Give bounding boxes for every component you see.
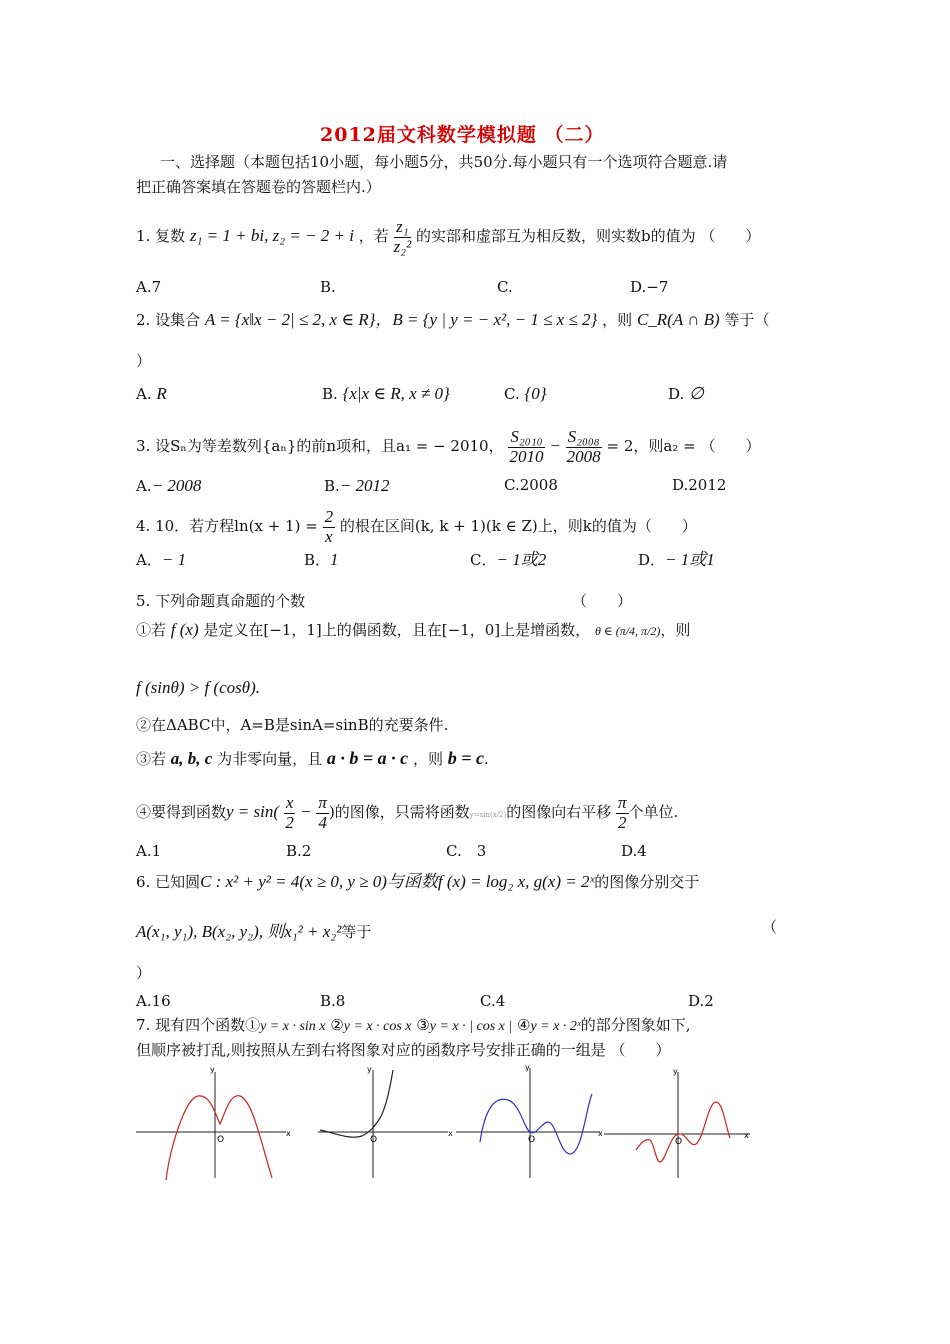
q7-func-2: y = x · cos x: [343, 1019, 412, 1034]
q5-option-a: A.1: [136, 842, 162, 860]
q6-option-d: D.2: [688, 992, 714, 1010]
graph-2-curve: [320, 1070, 393, 1137]
q3-option-b-label: B.: [324, 477, 340, 495]
q5-s4-minus: −: [300, 802, 312, 822]
q6-tail: 的图像分别交于: [594, 873, 700, 891]
q2-option-c: [504, 384, 547, 404]
q3-option-c: C.2008: [504, 476, 558, 494]
q1-frac-den: z₂²: [393, 236, 412, 256]
section-header-line2: 把正确答案填在答题卷的答题栏内.）: [136, 178, 381, 196]
q5-s1-f: f (x): [170, 620, 199, 639]
q5-lead: 5. 下列命题真命题的个数: [136, 592, 306, 610]
q4-lead: 4. 10．若方程ln(x + 1) =: [136, 517, 318, 536]
q1-frac-num: z₁: [394, 218, 412, 238]
q2-option-b-label: B.: [322, 385, 338, 403]
q3-option-a-label: A.: [136, 477, 152, 495]
q1-tail: 的实部和虚部互为相反数，则实数b的值为 （ ）: [415, 227, 761, 246]
graph-3-y-label: y: [525, 1063, 530, 1072]
q3-option-b-value: − 2012: [339, 476, 390, 495]
q5-s3-a: ③若: [136, 750, 167, 768]
q4-option-c: [470, 550, 546, 570]
q6-points: A(x₁, y₁), B(x₂, y₂), 则x₁² + x₂²: [136, 922, 342, 941]
q4-option-c-label: C．: [470, 551, 497, 569]
q5-s3-b: a, b, c: [170, 749, 213, 768]
q7-func-1: y = x · sin x: [260, 1019, 326, 1034]
q5-s4-a: ④要得到函数: [136, 803, 227, 822]
q2-stem: [136, 310, 770, 330]
q4-option-b-value: 1: [330, 550, 339, 569]
q5-s4-frac2-num: π: [318, 793, 327, 812]
q3-frac1-den: 2010: [509, 446, 544, 466]
graph-2: [318, 1065, 453, 1178]
q2-option-c-label: C.: [504, 385, 520, 403]
q5-s1-b: 是定义在[−1，1]上的偶函数，且在[−1，0]上是增函数，: [203, 621, 591, 639]
q6-stem: [136, 872, 699, 892]
q2-set-b: ，B = {y | y = − x², − 1 ≤ x ≤ 2}: [375, 310, 598, 329]
q5-option-d: D.4: [621, 842, 647, 860]
q1-fraction: [394, 218, 412, 256]
q1-option-a: A.7: [136, 278, 162, 296]
graph-1-y-label: y: [210, 1065, 215, 1074]
graph-1-x-label: x: [286, 1129, 291, 1138]
q5-s4-e: 的图像向右平移: [506, 803, 612, 822]
q7-tail: 的部分图象如下,: [580, 1016, 691, 1034]
q2-option-b-value: {x|x ∈ R, x ≠ 0}: [342, 384, 450, 403]
q6-option-a: A.16: [136, 992, 171, 1010]
q1-formula: z₁ = 1 + bi, z₂ = − 2 + i: [189, 226, 354, 246]
q5-s4-frac2-den: 4: [318, 812, 327, 832]
q4-fraction: [323, 508, 336, 546]
graph-4-origin-label: O: [675, 1137, 683, 1147]
q5-s4-frac1-den: 2: [285, 812, 294, 832]
graph-3-origin-label: O: [528, 1135, 536, 1145]
graph-4-x-label: x: [744, 1131, 749, 1140]
q5-s4-frac-2: [316, 794, 329, 832]
graph-2-y-label: y: [367, 1065, 372, 1074]
q3-frac1-num: S₂₀₁₀: [510, 427, 543, 446]
q6-paren-close: ）: [136, 964, 152, 982]
page-title: 2012届文科数学模拟题 （二）: [320, 124, 605, 146]
q3-option-a: [136, 476, 201, 496]
q7-circle-3: ③: [416, 1016, 430, 1034]
q1-if: ，若: [358, 227, 389, 246]
q5-s4-frac3-den: 2: [618, 812, 627, 832]
q1-stem: [136, 218, 760, 256]
q2-option-d-value: ∅: [689, 384, 704, 403]
q2-set-a: A = {x‖x − 2| ≤ 2, x ∈ R}: [204, 310, 376, 329]
q4-frac-num: 2: [324, 507, 334, 526]
q5-s3-f: b = c: [447, 748, 484, 768]
q5-statement-2: ②在ΔABC中，A=B是sinA=sinB的充要条件.: [136, 716, 449, 734]
q6-option-c: C.4: [480, 992, 506, 1010]
q4-option-c-value: − 1或2: [496, 550, 547, 569]
q5-s4-b: y = sin(: [226, 802, 280, 822]
q5-s4-frac-1: [284, 794, 296, 832]
q6-paren-open: （: [762, 918, 778, 936]
graph-3-x-label: x: [598, 1129, 603, 1138]
q5-s4-d: y=sin(x/2): [469, 811, 507, 820]
q5-s4-frac3-num: π: [618, 793, 627, 812]
q5-s1-d: ，则: [660, 621, 691, 639]
q5-s4-frac1-num: x: [285, 793, 294, 812]
q7-stem-line-1: [136, 1016, 691, 1036]
q2-option-b: [322, 384, 450, 404]
q3-tail: = 2，则a₂ = （ ）: [606, 437, 761, 456]
q5-s4-g: 个单位.: [628, 803, 679, 822]
graph-2-x-label: x: [448, 1129, 453, 1138]
q2-tail: 等于（: [724, 311, 770, 329]
q5-s4-frac-3: [616, 794, 629, 832]
q2-option-a: [136, 384, 167, 404]
q3-frac2-den: 2008: [566, 446, 601, 466]
q3-stem: [136, 428, 760, 466]
q7-graph-panel: [130, 1058, 760, 1193]
q4-option-b: [304, 550, 339, 570]
q2-option-d-label: D.: [668, 385, 685, 403]
graph-3: [456, 1063, 603, 1178]
q3-frac2-num: S₂₀₀₈: [567, 427, 600, 446]
q2-option-d: [668, 384, 704, 404]
q4-option-d-label: D．: [638, 551, 666, 569]
q7-circle-4: ④: [517, 1016, 531, 1034]
q6-option-b: B.8: [320, 992, 346, 1010]
q5-s4-c: )的图像，只需将函数: [328, 803, 470, 822]
q4-tail: 的根在区间(k, k + 1)(k ∈ Z)上，则k的值为（ ）: [339, 517, 697, 536]
q6-lead: 6. 已知圆: [136, 873, 201, 891]
q4-option-b-label: B．: [304, 551, 331, 569]
q4-option-a-label: A．: [136, 551, 162, 569]
q5-statement-1: [136, 620, 690, 640]
q3-fraction-1: [508, 428, 544, 466]
q1-lead: 1. 复数: [136, 227, 186, 246]
q2-option-c-value: {0}: [524, 384, 547, 403]
q5-s1-a: ①若: [136, 621, 167, 639]
q4-stem: [136, 508, 697, 546]
q7-lead: 7. 现有四个函数①: [136, 1016, 261, 1034]
q3-text: 3. 设Sₙ为等差数列{aₙ}的前n项和，且a₁ = − 2010，: [136, 437, 504, 456]
q5-option-c: C. 3: [446, 842, 487, 860]
q5-statement-4: [136, 794, 678, 832]
q2-option-a-label: A.: [136, 385, 152, 403]
graph-4: [604, 1067, 750, 1178]
q2-then: ，则: [602, 311, 633, 329]
q2-option-a-value: R: [156, 384, 167, 403]
q6-line-2: [136, 922, 371, 942]
q5-s1-c: θ ∈ (π/4, π/2): [594, 624, 661, 638]
q3-fraction-2: [566, 428, 602, 466]
q3-option-a-value: − 2008: [151, 476, 202, 495]
q5-s3-d: a · b = a · c: [326, 748, 409, 768]
section-header-line1: 一、选择题（本题包括10小题，每小题5分，共50分.每小题只有一个选项符合题意.请: [160, 153, 728, 171]
q5-s3-c: 为非零向量，且: [217, 750, 323, 768]
q1-option-c: C.: [497, 278, 513, 296]
q5-option-b: B.2: [286, 842, 312, 860]
graph-4-curve: [636, 1102, 730, 1162]
graph-2-origin-label: O: [370, 1135, 378, 1145]
q3-option-d: D.2012: [672, 476, 727, 494]
q7-func-4: y = x · 2ˣ: [530, 1019, 581, 1034]
graph-1: [136, 1065, 291, 1180]
q3-minus: −: [549, 436, 561, 456]
q5-statement-3: [136, 748, 489, 770]
graph-4-y-label: y: [673, 1067, 678, 1076]
q4-option-d-value: − 1或1: [665, 550, 715, 569]
q4-option-a-value: − 1: [161, 550, 187, 569]
q5-s1-e: f (sinθ) > f (cosθ).: [136, 678, 261, 697]
q2-complement: C_R(A ∩ B): [636, 310, 720, 329]
q3-option-b: [324, 476, 390, 496]
q5-paren: （ ）: [572, 592, 633, 610]
q2-lead: 2. 设集合: [136, 311, 201, 329]
q7-stem-line-2: 但顺序被打乱,则按照从左到右将图象对应的函数序号安排正确的一组是 （ ）: [136, 1041, 671, 1059]
q4-frac-den: x: [325, 526, 333, 546]
q4-option-a: [136, 550, 186, 570]
q2-stem-cont: ）: [136, 352, 152, 370]
q1-option-d: D.−7: [630, 278, 669, 296]
q5-s3-g: .: [484, 750, 489, 768]
q1-option-b: B.: [320, 278, 336, 296]
q5-s3-e: ，则: [412, 750, 443, 768]
graph-3-curve: [480, 1094, 592, 1154]
q6-formula: C : x² + y² = 4(x ≥ 0, y ≥ 0)与函数f (x) = log₂ x, g(x) = 2ˣ: [200, 872, 595, 891]
q6-line2-tail: 等于: [341, 923, 372, 941]
q7-circle-2: ②: [330, 1016, 344, 1034]
q4-option-d: [638, 550, 715, 570]
graph-1-origin-label: O: [217, 1135, 225, 1145]
q7-func-3: y = x · | cos x |: [429, 1019, 513, 1034]
